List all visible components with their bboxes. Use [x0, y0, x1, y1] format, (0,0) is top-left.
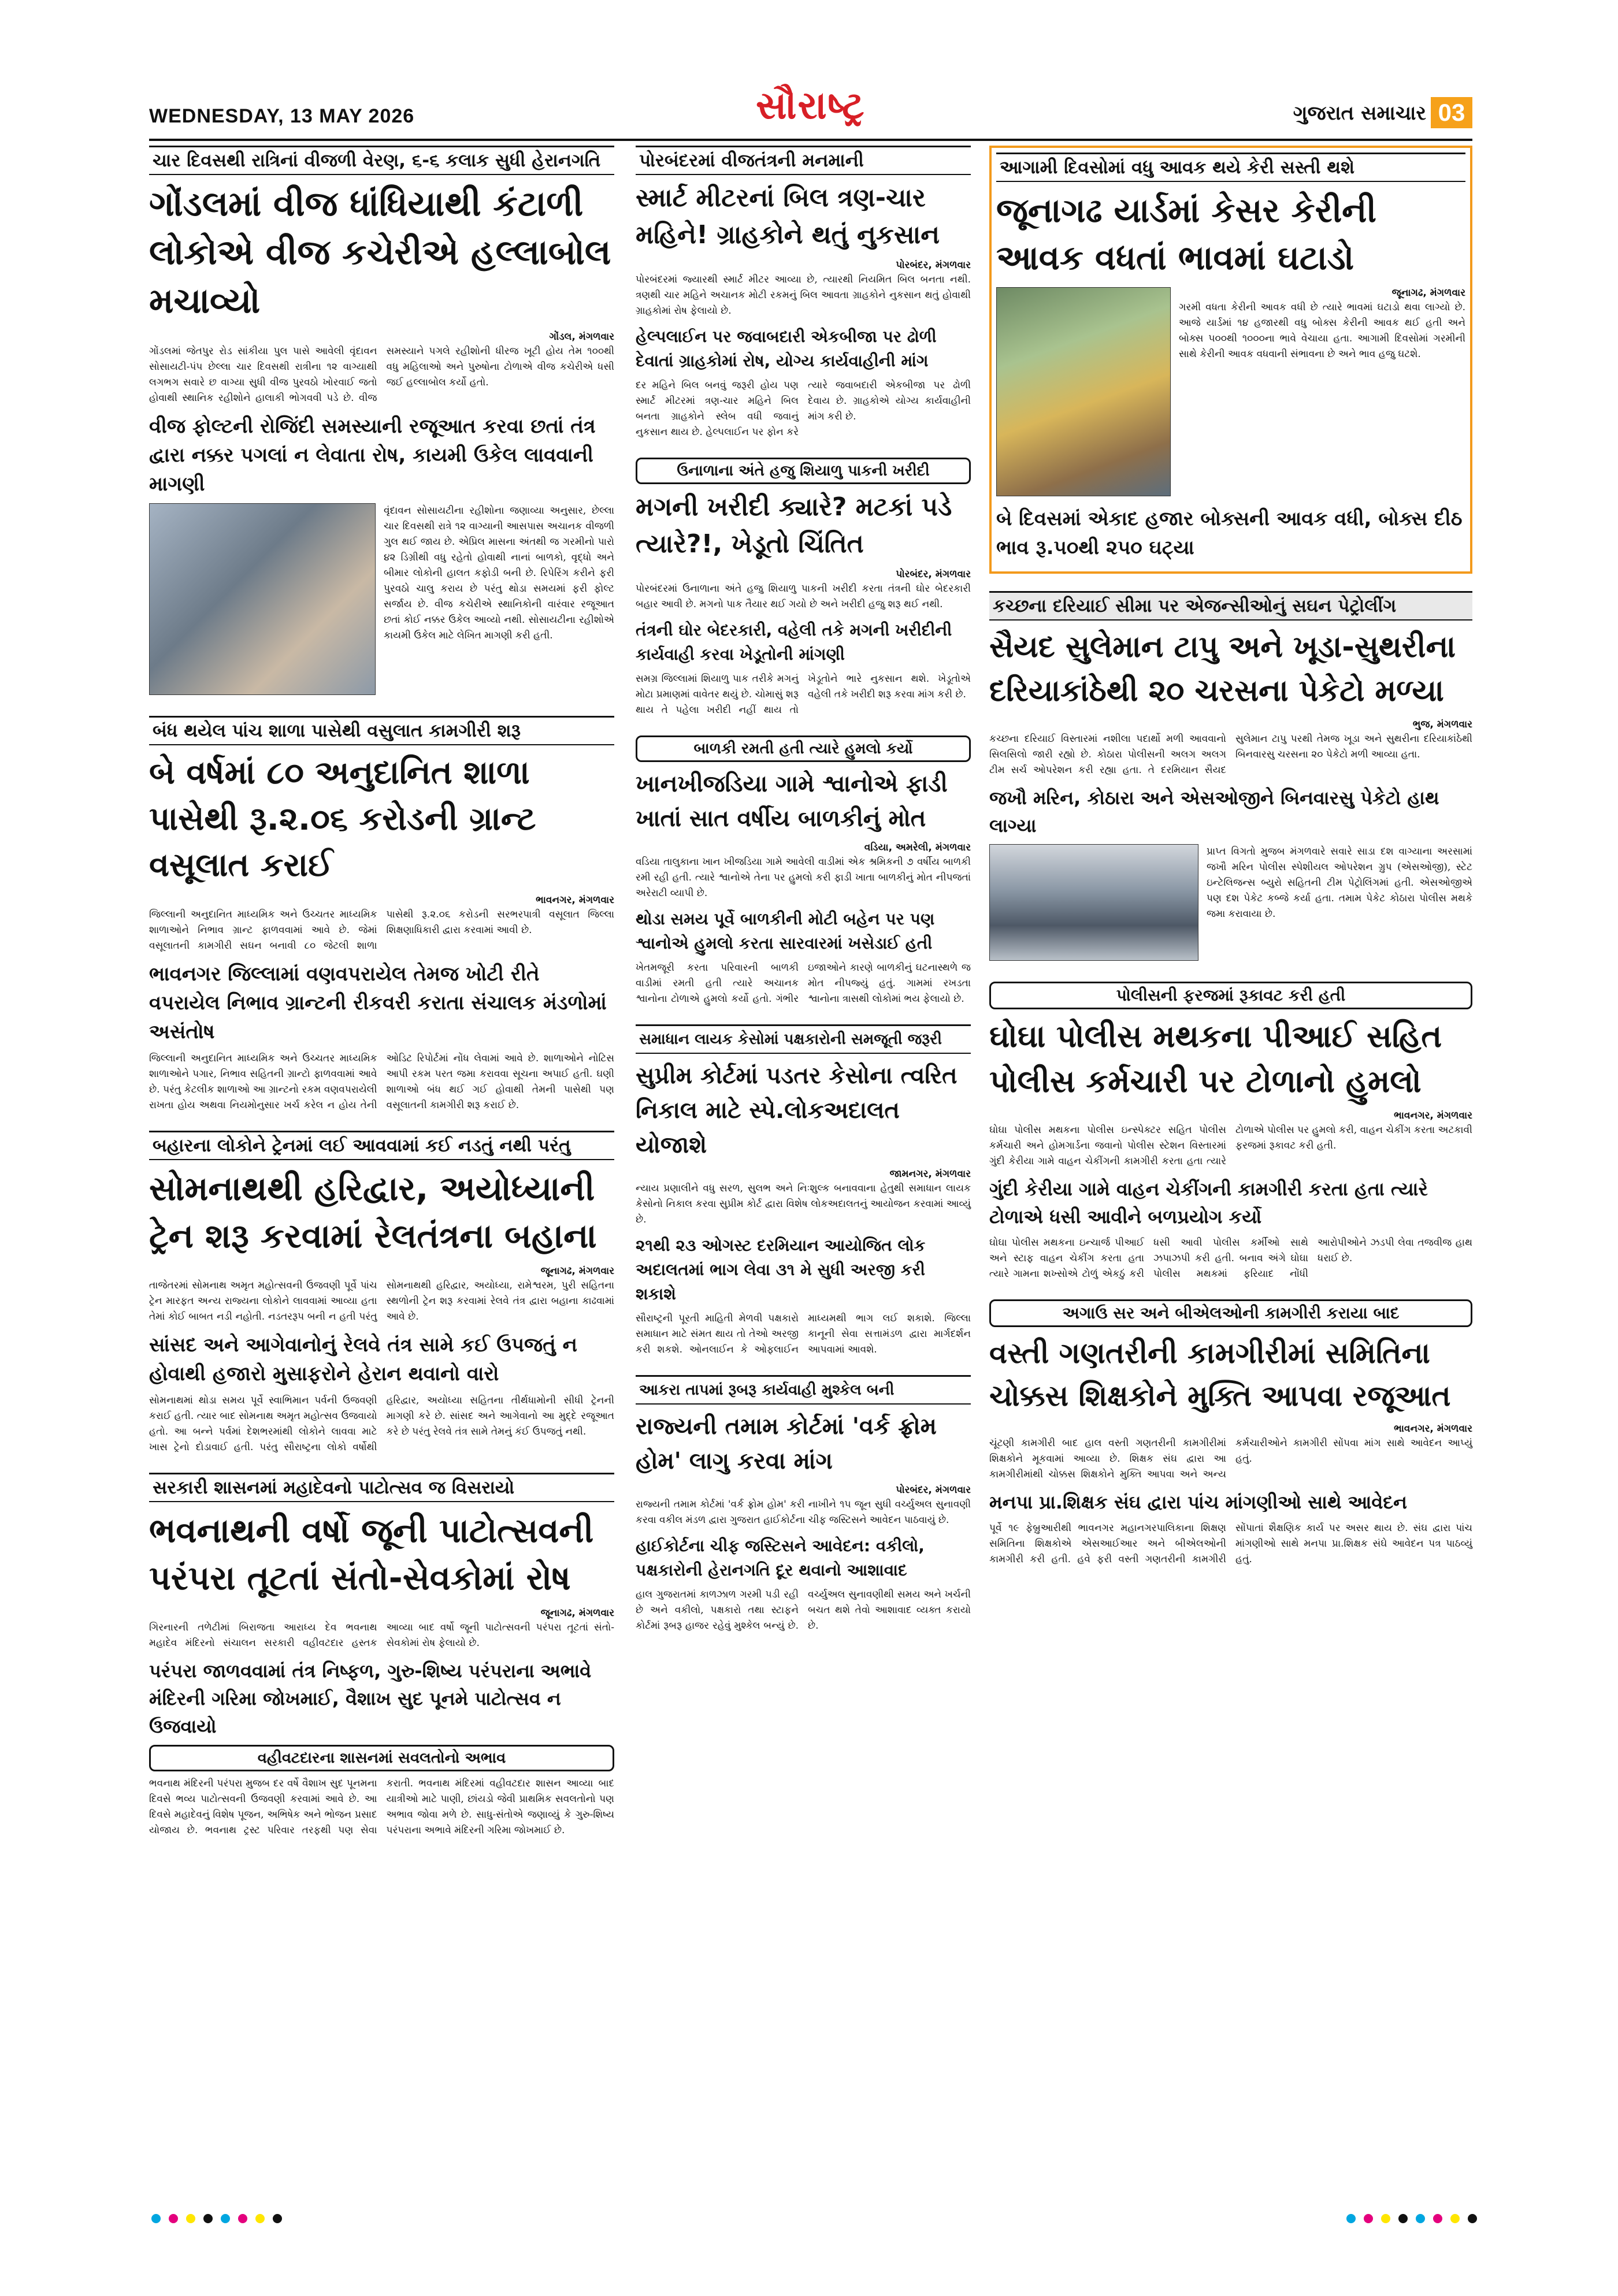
protest-photo — [149, 503, 376, 695]
black-dot — [1468, 2214, 1477, 2223]
dateline: પોરબંદર, મંગળવાર — [896, 259, 971, 271]
kicker: બહારના લોકોને ટ્રેનમાં લઈ આવવામાં કઈ નડતું નથી પરંતુ — [149, 1131, 614, 1160]
article-body: સૌરાષ્ટ્રની પૂરતી માહિતી મેળવી પક્ષકારો સમાધાન માટે સંમત થાય તો તેઓ અરજી કરી શકશે. ઓનલાઈન કે ઓફલાઈન માધ્યમથી ભાગ લઈ શકાશે. જિલ્લા કાનૂની સેવા સત્તામંડળ દ્વારા માર્ગદર્શન આપવામાં આવશે. — [636, 1313, 971, 1355]
magenta-dot — [238, 2214, 247, 2223]
kicker: અગાઉ સર અને બીએલઓની કામગીરી કરાયા બાદ — [989, 1299, 1472, 1327]
kicker: આકરા તાપમાં રૂબરૂ કાર્યવાહી મુશ્કેલ બની — [636, 1375, 971, 1405]
headline: જૂનાગઢ યાર્ડમાં કેસર કેરીની આવક વધતાં ભાવમાં ઘટાડો — [996, 191, 1376, 277]
headline: સુપ્રીમ કોર્ટમાં પડતર કેસોના ત્વરિત નિકાલ માટે સ્પે.લોકઅદાલત યોજાશે — [636, 1062, 958, 1158]
article-body: ગોંડલમાં જેતપુર રોડ સાંકીયા પુલ પાસે આવેલી વૃંદાવન સોસાયટી-પંપ છેલ્લા ચાર દિવસથી રાત્રીના ૧૨ વાગ્યાથી લગભગ સવારે છ વાગ્યા સુધી વીજ પુરવઠો ખોરવાઈ જતો હોવાથી સ્થાનિક રહીશોને હાલાકી ભોગવવી પડે છે. વીજ સમસ્યાને પગલે રહીશોની ધીરજ ખૂટી હોય તેમ ૧૦૦થી વધુ મહિલાઓ અને પુરુષોના ટોળાએ વીજ કચેરીએ ધસી જઈ હલ્લાબોલ કર્યો હતો. — [149, 345, 614, 404]
article-body: તાજેતરમાં સોમનાથ અમૃત મહોત્સવની ઉજવણી પૂર્વે પાંચ ટ્રેન મારફત અન્ય રાજ્યના લોકોને લાવવામાં આવ્યા હતા તેમાં કોઈ બાબત નડી નહોતી. નડતરરૂપ બની ન હતી પરંતુ સોમનાથથી હરિદ્વાર, અયોધ્યા, રામેશ્વરમ, પુરી સહિતના સ્થળોની ટ્રેન શરૂ કરવામાં રેલવે તંત્ર દ્વારા બહાના કાઢવામાં આવે છે. — [149, 1280, 614, 1322]
article-school-grant — [149, 716, 614, 1113]
kicker: પોરબંદરમાં વીજતંત્રની મનમાની — [636, 146, 971, 175]
cyan-dot — [1346, 2214, 1356, 2223]
masthead — [149, 82, 1472, 140]
article-moong-purchase — [636, 458, 971, 718]
headline: ખાનખીજડિયા ગામે શ્વાનોએ ફાડી ખાતાં સાત વર્ષીય બાળકીનું મોત — [636, 771, 948, 832]
article-mango-prices — [989, 146, 1472, 574]
article-body: જિલ્લાની અનુદાનિત માધ્યમિક અને ઉચ્ચતર માધ્યમિક શાળાઓને નિભાવ ગ્રાન્ટ ફાળવવામાં આવે છે. જેમાં વસૂલાતની કામગીરી સઘન બનાવી ૮૦ જેટલી શાળા પાસેથી રૂ.૨.૦૬ કરોડની સરભરપાત્રી વસૂલાત જિલ્લા શિક્ષણાધિકારી દ્વારા કરવામાં આવી છે. — [149, 909, 614, 952]
dateline: જામનગર, મંગળવાર — [889, 1168, 971, 1180]
masthead-rule — [149, 139, 1472, 141]
column-left — [149, 146, 614, 1856]
dateline: જૂનાગઢ, મંગળવાર — [1391, 287, 1465, 299]
article-body: પ્રાપ્ત વિગતો મુજબ મંગળવારે સવારે સાડા દશ વાગ્યાના અરસામાં જખૌ મરિન પોલીસ સ્પેશીયલ ઓપરેશન ગ્રુપ (એસઓજી), સ્ટેટ ઇન્ટેલિજન્સ બ્યુરો સહિતની ટીમ પેટ્રોલિંગમાં હતી. એસઓજીએ પણ દશ પેકેટ કબ્જે કર્યા હતા. તમામ પેકેટ કોઠારા પોલીસ મથકે જમા કરાવાયા છે. — [1207, 846, 1472, 920]
kicker: પોલીસની ફરજમાં રૂકાવટ કરી હતી — [989, 982, 1472, 1009]
headline: સોમનાથથી હરિદ્વાર, અયોધ્યાની ટ્રેન શરૂ કરવામાં રેલતંત્રના બહાના — [149, 1169, 597, 1255]
headline: રાજ્યની તમામ કોર્ટમાં 'વર્ક ફ્રોમ હોમ' લાગુ કરવા માંગ — [636, 1413, 937, 1474]
subheadline: વીજ ફોલ્ટની રોજિંદી સમસ્યાની રજૂઆત કરવા છતાં તંત્ર દ્વારા નક્કર પગલાં ન લેવાતા રોષ, કાયમી ઉકેલ લાવવાની માગણી — [149, 415, 596, 496]
dateline: ભાવનગર, મંગળવાર — [1394, 1110, 1472, 1121]
article-gondal-power — [149, 146, 614, 699]
dateline: વડિયા, અમરેલી, મંગળવાર — [864, 842, 971, 853]
kicker: બાળકી રમતી હતી ત્યારે હુમલો કર્યો — [636, 735, 971, 762]
article-body: વૃંદાવન સોસાયટીના રહીશોના જણાવ્યા અનુસાર, છેલ્લા ચાર દિવસથી રાત્રે ૧૨ વાગ્યાની આસપાસ અચાનક વીજળી ગુલ થઈ જાય છે. એપ્રિલ માસના અંતથી જ ગરમીનો પારો ૪૨ ડિગ્રીથી વધુ રહેતો હોવાથી નાનાં બાળકો, વૃદ્ધો અને બીમાર લોકોની હાલત કફોડી બની છે. રિપેરિંગ કરીને ફરી પુરવઠો ચાલુ કરાય છે પરંતુ થોડા સમયમાં ફરી ફોલ્ટ સર્જાય છે. વીજ કચેરીએ સ્થાનિકોની વારંવાર રજૂઆત છતાં કોઈ નક્કર ઉકેલ આવ્યો નથી. સોસાયટીના રહીશોએ કાયમી ઉકેલ માટે લેખિત માગણી કરી હતી. — [384, 505, 614, 641]
black-dot — [1398, 2214, 1408, 2223]
article-body: ઘોઘા પોલીસ મથકના પોલીસ ઇન્સ્પેક્ટર સહિત પોલીસ કર્મચારી અને હોમગાર્ડના જવાનો પોલીસ સ્ટેશન વિસ્તારમાં ગુંદી કેરીયા ગામે વાહન ચેકીંગની કામગીરી કરતા હતા ત્યારે ટોળાએ પોલીસ પર હુમલો કરી, વાહન ચેકીંગ કરતા અટકાવી ફરજમાં રૂકાવટ કરી હતી. — [989, 1124, 1472, 1167]
subheadline: ભાવનગર જિલ્લામાં વણવપરાયેલ તેમજ ખોટી રીતે વપરાયેલ નિભાવ ગ્રાન્ટની રીકવરી કરાતા સંચાલક મંડળોમાં અસંતોષ — [149, 963, 607, 1043]
article-body: ચૂંટણી કામગીરી બાદ હાલ વસ્તી ગણતરીની કામગીરીમાં શિક્ષકોને મૂકવામાં આવ્યા છે. શિક્ષક સંઘ દ્વારા આ કામગીરીમાંથી ચોક્કસ શિક્ષકોને મુક્તિ આપવા અને અન્ય કર્મચારીઓને કામગીરી સોંપવા માંગ સાથે આવેદન આપ્યું હતું. — [989, 1437, 1472, 1480]
headline: ભવનાથની વર્ષો જૂની પાટોત્સવની પરંપરા તૂટતાં સંતો-સેવકોમાં રોષ — [149, 1511, 594, 1597]
article-ghogha-police — [989, 982, 1472, 1282]
yellow-dot — [255, 2214, 265, 2223]
magenta-dot — [169, 2214, 178, 2223]
article-body: વડિયા તાલુકાના ખાન ખીજડિયા ગામે આવેલી વાડીમાં એક શ્રમિકની ૭ વર્ષીય બાળકી રમી રહી હતી. ત્યારે શ્વાનોએ તેના પર હુમલો કરી ફાડી ખાતા બાળકીનું મોત નીપજતાં અરેરાટી વ્યાપી છે. — [636, 856, 971, 899]
dateline: જૂનાગઢ, મંગળવાર — [540, 1607, 614, 1619]
article-body: ગરમી વધતા કેરીની આવક વધી છે ત્યારે ભાવમાં ઘટાડો થવા લાગ્યો છે. આજે યાર્ડમાં ૧૪ હજારથી વધુ બોક્સ કેરીની આવક થઈ હતી અને બોક્સ ૫૦૦થી ૧૦૦૦ના ભાવે વેચાયા હતા. આગામી દિવસોમાં ગરમીની સાથે કેરીની આવક વધવાની સંભાવના છે અને ભાવ હજુ ઘટશે. — [1179, 302, 1465, 360]
magenta-dot — [1364, 2214, 1373, 2223]
dateline: પોરબંદર, મંગળવાર — [896, 569, 971, 580]
article-body: હાલ ગુજરાતમાં કાળઝાળ ગરમી પડી રહી છે અને વકીલો, પક્ષકારો તથા સ્ટાફને કોર્ટમાં રૂબરૂ હાજર રહેવું મુશ્કેલ બન્યું છે. વર્ચ્યુઅલ સુનાવણીથી સમય અને ખર્ચની બચત થશે તેવો આશાવાદ વ્યક્ત કરાયો છે. — [636, 1589, 971, 1632]
article-body: ખેતમજૂરી કરતા પરિવારની બાળકી વાડીમાં રમતી હતી ત્યારે અચાનક શ્વાનોના ટોળાએ હુમલો કર્યો હતો. ગંભીર ઇજાઓને કારણે બાળકીનું ઘટનાસ્થળે જ મોત નીપજ્યું હતું. ગામમાં રખડતા શ્વાનોના ત્રાસથી લોકોમાં ભય ફેલાયો છે. — [636, 962, 971, 1005]
kicker: ચાર દિવસથી રાત્રિનાં વીજળી વેરણ, ૬-૬ કલાક સુધી હેરાનગતિ — [149, 146, 614, 175]
article-body: પોરબંદરમાં ઉનાળાના અંતે હજુ શિયાળુ પાકની ખરીદી કરતા તંત્રની ઘોર બેદરકારી બહાર આવી છે. મગનો પાક તૈયાર થઈ ગયો છે અને ખરીદી હજુ શરૂ થઈ નથી. — [636, 583, 971, 610]
kicker: કચ્છના દરિયાઈ સીમા પર એજન્સીઓનું સઘન પેટ્રોલીંગ — [989, 591, 1472, 621]
dateline: ભાવનગર, મંગળવાર — [536, 894, 614, 906]
kicker: આગામી દિવસોમાં વધુ આવક થયે કેરી સસ્તી થશે — [996, 153, 1465, 182]
article-kutch-charas — [989, 591, 1472, 964]
subheadline: જખૌ મરિન, કોઠારા અને એસઓજીને બિનવારસુ પેકેટો હાથ લાગ્યા — [989, 787, 1439, 837]
article-body: ઘોઘા પોલીસ મથકના ઇન્ચાર્જ પીઆઈ અને સ્ટાફ વાહન ચેકીંગ કરતા હતા ત્યારે ગામના શખ્સોએ ટોળું એકઠું કરી ધસી આવી પોલીસ કર્મીઓ સાથે ઝપાઝપી કરી હતી. બનાવ અંગે ઘોઘા પોલીસ મથકમાં ફરિયાદ નોંધી આરોપીઓને ઝડપી લેવા તજવીજ હાથ ધરાઈ છે. — [989, 1237, 1472, 1280]
subheadline: ૨૧થી ૨૩ ઓગસ્ટ દરમિયાન આયોજિત લોક અદાલતમાં ભાગ લેવા ૩૧ મે સુધી અરજી કરી શકાશે — [636, 1236, 926, 1303]
article-body: દર મહિને બિલ બનવું જરૂરી હોય પણ સ્માર્ટ મીટરમાં ત્રણ-ચાર મહિને બિલ બનતા ગ્રાહકોને સ્લેબ વધી જવાનું નુકસાન થાય છે. હેલ્પલાઈન પર ફોન કરે ત્યારે જવાબદારી એકબીજા પર ઢોળી દેવાય છે. ગ્રાહકોએ યોગ્ય કાર્યવાહીની માંગ કરી છે. — [636, 380, 971, 438]
subheadline: થોડા સમય પૂર્વે બાળકીની મોટી બહેન પર પણ શ્વાનોએ હુમલો કરતા સારવારમાં ખસેડાઈ હતી — [636, 909, 935, 953]
article-bhavnath-temple — [149, 1473, 614, 1838]
dateline: ભાવનગર, મંગળવાર — [1394, 1423, 1472, 1435]
seized-packets-photo — [989, 844, 1198, 961]
article-body: પોરબંદરમાં જ્યારથી સ્માર્ટ મીટર આવ્યા છે, ત્યારથી નિયમિત બિલ બનતા નથી. ત્રણથી ચાર મહિને અચાનક મોટી રકમનું બિલ આવતા ગ્રાહકોને નુકસાન થતું હોવાથી ગ્રાહકોમાં રોષ ફેલાયો છે. — [636, 274, 971, 317]
kicker: સમાધાન લાયક કેસોમાં પક્ષકારોની સમજૂતી જરૂરી — [636, 1024, 971, 1054]
subheadline: સાંસદ અને આગેવાનોનું રેલવે તંત્ર સામે કઈ ઉપજતું ન હોવાથી હજારો મુસાફરોને હેરાન થવાનો વારો — [149, 1333, 577, 1385]
yellow-dot — [1381, 2214, 1390, 2223]
kicker: સરકારી શાસનમાં મહાદેવનો પાટોત્સવ જ વિસરાયો — [149, 1473, 614, 1502]
article-smart-meter — [636, 146, 971, 440]
mango-market-photo — [996, 287, 1171, 496]
black-dot — [203, 2214, 213, 2223]
page-number-badge: 03 — [1431, 97, 1472, 128]
subheadline: મનપા પ્રા.શિક્ષક સંઘ દ્વારા પાંચ માંગણીઓ સાથે આવેદન — [989, 1491, 1408, 1513]
issue-date: WEDNESDAY, 13 MAY 2026 — [149, 105, 415, 127]
cyan-dot — [221, 2214, 230, 2223]
article-census-teachers — [989, 1299, 1472, 1567]
headline: ઘોઘા પોલીસ મથકના પીઆઈ સહિત પોલીસ કર્મચારી પર ટોળાનો હુમલો — [989, 1018, 1442, 1099]
magenta-dot — [1433, 2214, 1442, 2223]
dateline: ગોંડલ, મંગળવાર — [549, 331, 614, 343]
box-kicker: વહીવટદારના શાસનમાં સવલતોનો અભાવ — [149, 1745, 614, 1771]
cyan-dot — [1416, 2214, 1425, 2223]
subheadline: પરંપરા જાળવવામાં તંત્ર નિષ્ફળ, ગુરુ-શિષ્ય પરંપરાના અભાવે મંદિરની ગરિમા જોખમાઈ, વૈશાખ સુદ પૂનમે પાટોત્સવ ન ઉજવાયો — [149, 1660, 592, 1737]
print-registration-marks-right — [1346, 2214, 1477, 2223]
black-dot — [273, 2214, 282, 2223]
article-body: સોમનાથમાં થોડા સમય પૂર્વે સ્વાભિમાન પર્વની ઉજવણી કરાઈ હતી. ત્યાર બાદ સોમનાથ અમૃત મહોત્સવ ઉજવાયો હતો. આ બન્ને પર્વમાં દેશભરમાંથી લોકોને લાવવા માટે ખાસ ટ્રેનો દોડાવાઈ હતી. પરંતુ સૌરાષ્ટ્રના લોકો વર્ષોથી હરિદ્વાર, અયોધ્યા સહિતના તીર્થધામોની સીધી ટ્રેનની માગણી કરે છે. સાંસદ અને આગેવાનો આ મુદ્દે રજૂઆત કરે છે પરંતુ રેલવે તંત્ર સામે તેમનું કંઈ ઉપજતું નથી. — [149, 1395, 614, 1453]
article-body: રાજ્યની તમામ કોર્ટમાં 'વર્ક ફ્રોમ હોમ' કરી નાખીને ૧૫ જૂન સુધી વર્ચ્યુઅલ સુનાવણી કરવા વકીલ મંડળ દ્વારા ગુજરાત હાઈકોર્ટના ચીફ જસ્ટિસને આવેદન પાઠવાયું છે. — [636, 1499, 971, 1526]
dateline: ભુજ, મંગળવાર — [1412, 719, 1472, 730]
column-right — [989, 146, 1472, 1585]
kicker: બંધ થયેલ પાંચ શાળા પાસેથી વસુલાત કામગીરી શરૂ — [149, 716, 614, 745]
article-body: ન્યાય પ્રણાલીને વધુ સરળ, સુલભ અને નિઃશુલ્ક બનાવવાના હેતુથી સમાધાન લાયક કેસોનો નિકાલ કરવા સુપ્રીમ કોર્ટ દ્વારા વિશેષ લોકઅદાલતનું આયોજન કરવામાં આવ્યું છે. — [636, 1183, 971, 1225]
headline: બે વર્ષમાં ૮૦ અનુદાનિત શાળા પાસેથી રૂ.૨.૦૬ કરોડની ગ્રાન્ટ વસૂલાત કરાઈ — [149, 754, 536, 884]
subheadline: બે દિવસમાં એકાદ હજાર બોક્સની આવક વધી, બોક્સ દીઠ ભાવ રૂ.૫૦થી ૨૫૦ ઘટ્યા — [996, 507, 1463, 559]
column-middle — [636, 146, 971, 1651]
headline: વસ્તી ગણતરીની કામગીરીમાં સમિતિના ચોક્કસ શિક્ષકોને મુક્તિ આપવા રજૂઆત — [989, 1336, 1451, 1413]
cyan-dot — [151, 2214, 161, 2223]
article-body: ગિરનારની તળેટીમાં બિરાજતા આરાધ્ય દેવ ભવનાથ મહાદેવ મંદિરનો સંચાલન સરકારી વહીવટદાર હસ્તક આવ્યા બાદ વર્ષો જૂની પાટોત્સવની પરંપરા તૂટતાં સંતો-સેવકોમાં રોષ ફેલાયો છે. — [149, 1622, 614, 1649]
article-dog-attack — [636, 735, 971, 1007]
dateline: જૂનાગઢ, મંગળવાર — [540, 1265, 614, 1277]
kicker: ઉનાળાના અંતે હજુ શિયાળુ પાકની ખરીદી — [636, 458, 971, 484]
dateline: પોરબંદર, મંગળવાર — [896, 1484, 971, 1496]
yellow-dot — [186, 2214, 195, 2223]
print-registration-marks-left — [151, 2214, 282, 2223]
subheadline: હાઈકોર્ટના ચીફ જસ્ટિસને આવેદન: વકીલો, પક્ષકારોની હેરાનગતિ દૂર થવાનો આશાવાદ — [636, 1536, 925, 1580]
headline: સૈયદ સુલેમાન ટાપુ અને ખૂડા-સુથરીના દરિયાકાંઠેથી ૨૦ ચરસના પેકેટો મળ્યા — [989, 630, 1456, 708]
paper-name: ગુજરાત સમાચાર — [1293, 102, 1426, 125]
newspaper-logo: સૌરાષ્ટ્ર — [756, 83, 866, 128]
headline: ગોંડલમાં વીજ ધાંધિયાથી કંટાળી લોકોએ વીજ કચેરીએ હલ્લાબોલ મચાવ્યો — [149, 184, 611, 321]
article-body: સમગ્ર જિલ્લામાં શિયાળુ પાક તરીકે મગનું મોટા પ્રમાણમાં વાવેતર થયું છે. ચોમાસું શરૂ થાય તે પહેલા ખરીદી નહીં થાય તો ખેડૂતોને ભારે નુકસાન થશે. ખેડૂતોએ વહેલી તકે ખરીદી શરૂ કરવા માંગ કરી છે. — [636, 673, 971, 716]
yellow-dot — [1450, 2214, 1460, 2223]
article-lok-adalat — [636, 1024, 971, 1358]
article-body: પૂર્વે ૧૯ ફેબ્રુઆરીથી ભાવનગર મહાનગરપાલિકાના શિક્ષણ સમિતિના શિક્ષકોએ એસઆઈઆર અને બીએલઓની કામગીરી કરી હતી. હવે ફરી વસ્તી ગણતરીની કામગીરી સોંપાતાં શૈક્ષણિક કાર્ય પર અસર થાય છે. સંઘ દ્વારા પાંચ માંગણીઓ સાથે મનપા પ્રા.શિક્ષક સંઘે આવેદન પત્ર પાઠવ્યું હતું. — [989, 1522, 1472, 1565]
article-body: ભવનાથ મંદિરની પરંપરા મુજબ દર વર્ષે વૈશાખ સુદ પૂનમના દિવસે ભવ્ય પાટોત્સવની ઉજવણી કરવામાં આવે છે. આ દિવસે મહાદેવનું વિશેષ પૂજન, અભિષેક અને ભોજન પ્રસાદ યોજાય છે. ભવનાથ ટ્રસ્ટ પરિવાર તરફથી પણ સેવા કરાતી. ભવનાથ મંદિરમાં વહીવટદાર શાસન આવ્યા બાદ યાત્રીઓ માટે પાણી, છાંયડો જેવી પ્રાથમિક સવલતોનો પણ અભાવ જોવા મળે છે. સાધુ-સંતોએ જણાવ્યું કે ગુરુ-શિષ્ય પરંપરાના અભાવે મંદિરની ગરિમા જોખમાઈ છે. — [149, 1778, 614, 1836]
subheadline: હેલ્પલાઈન પર જવાબદારી એકબીજા પર ઢોળી દેવાતાં ગ્રાહકોમાં રોષ, યોગ્ય કાર્યવાહીની માંગ — [636, 327, 937, 370]
headline: મગની ખરીદી ક્યારે? મટકાં પડે ત્યારે?!, ખેડૂતો ચિંતિત — [636, 492, 952, 559]
subheadline: તંત્રની ઘોર બેદરકારી, વહેલી તકે મગની ખરીદીની કાર્યવાહી કરવા ખેડૂતોની માંગણી — [636, 621, 952, 664]
headline: સ્માર્ટ મીટરનાં બિલ ત્રણ-ચાર મહિને! ગ્રાહકોને થતું નુકસાન — [636, 183, 940, 250]
subheadline: ગુંદી કેરીયા ગામે વાહન ચેકીંગની કામગીરી કરતા હતા ત્યારે ટોળાએ ધસી આવીને બળપ્રયોગ કર્યો — [989, 1178, 1428, 1228]
article-court-wfh — [636, 1375, 971, 1634]
article-body: કચ્છના દરિયાઈ વિસ્તારમાં નશીલા પદાર્થો મળી આવવાનો સિલસિલો જારી રહ્યો છે. કોઠારા પોલીસની અલગ અલગ ટીમ સર્ચ ઓપરેશન કરી રહ્યા હતા. તે દરમિયાન સૈયદ સુલેમાન ટાપુ પરથી તેમજ ખૂડા અને સુથરીના દરિયાકાંઠેથી બિનવારસુ ચરસના ૨૦ પેકેટો મળી આવ્યા હતા. — [989, 733, 1472, 776]
article-body: જિલ્લાની અનુદાનિત માધ્યમિક અને ઉચ્ચતર માધ્યમિક શાળાઓને પગાર, નિભાવ સહિતની ગ્રાન્ટો ફાળવવામાં આવે છે. પરંતુ કેટલીક શાળાઓ આ ગ્રાન્ટનો રકમ વણવપરાયેલી રાખતા હોય અથવા નિયમોનુસાર ખર્ચ કરેલ ન હોય તેની ઓડિટ રિપોર્ટમાં નોંધ લેવામાં આવે છે. શાળાઓને નોટિસ આપી રકમ પરત જમા કરાવવા સૂચના અપાઈ હતી. ઘણી શાળાઓ બંધ થઈ ગઈ હોવાથી તેમની પાસેથી પણ વસૂલાતની કામગીરી શરૂ કરાઈ છે. — [149, 1053, 614, 1111]
article-somnath-train — [149, 1131, 614, 1455]
